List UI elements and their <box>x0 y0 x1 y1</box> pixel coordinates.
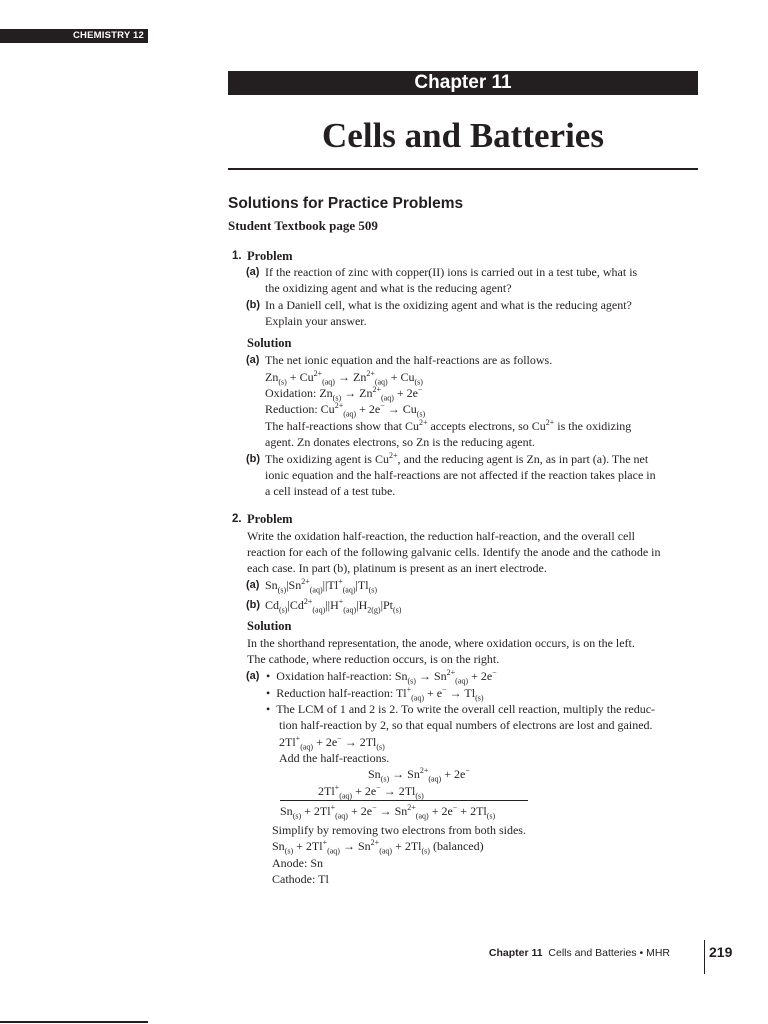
question-text: Explain your answer. <box>265 314 367 328</box>
problem-label: Problem <box>247 512 293 526</box>
equation-sum-line2: $2Tl^+_{(aq)} + 2e^- \to 2Tl_{(s)}$ <box>318 783 424 801</box>
part-label: (a) <box>246 266 260 278</box>
footer-chapter: Chapter 11 <box>488 947 543 959</box>
solution-text: agent. Zn donates electrons, so Zn is the reducing agent. <box>265 435 535 449</box>
solution-text: tion half-reaction by 2, so that equal numbers of electrons are lost and gained. <box>279 718 653 732</box>
solution-text: The oxidizing agent is $Cu^{2+}$, and the reducing agent is Zn, as in part (a). The net <box>265 451 649 466</box>
anode-text: Anode: Sn <box>272 856 323 870</box>
cathode-text: Cathode: Tl <box>272 872 329 886</box>
sum-divider <box>280 800 528 801</box>
footer-divider <box>704 940 705 974</box>
course-header-bar <box>0 29 148 43</box>
problem-label: Problem <box>247 249 293 263</box>
cell-notation: $Cd_{(s)}|Cd^{2+}_{(aq)}||H^+_{(aq)}|H_{2(g)}|Pt_{(s)}$ <box>265 597 402 615</box>
page-footer <box>489 946 670 960</box>
page-number: 219 <box>709 944 733 960</box>
part-label: (b) <box>246 453 261 465</box>
equation-balanced: $Sn_{(s)} + 2Tl^+_{(aq)} \to Sn^{2+}_{(aq)} + 2Tl_{(s)}$ (balanced) <box>272 838 484 856</box>
part-label: (a) <box>246 670 260 682</box>
title-divider <box>228 168 698 170</box>
question-text: the oxidizing agent and what is the reducing agent? <box>265 281 512 295</box>
page-title: Cells and Batteries <box>322 116 604 155</box>
solution-text: Add the half-reactions. <box>279 751 390 765</box>
solution-text: ionic equation and the half-reactions are not affected if the reaction takes place in <box>265 468 656 482</box>
course-label: CHEMISTRY 12 <box>72 30 144 41</box>
solution-label: Solution <box>247 619 292 633</box>
equation-doubled-reduction: $2Tl^+_{(aq)} + 2e^- \to 2Tl_{(s)}$ <box>279 734 385 752</box>
solution-label: Solution <box>247 336 292 350</box>
problem-text: Write the oxidation half-reaction, the reduction half-reaction, and the overall cell <box>247 529 636 543</box>
chapter-label: Chapter 11 <box>414 72 512 93</box>
equation-sum-result: $Sn_{(s)} + 2Tl^+_{(aq)} + 2e^- \to Sn^{2+}_{(aq)} + 2e^- + 2Tl_{(s)}$ <box>280 803 496 821</box>
question-text: In a Daniell cell, what is the oxidizing agent and what is the reducing agent? <box>265 298 632 312</box>
solution-text: The half-reactions show that $Cu^{2+}$ accepts electrons, so $Cu^{2+}$ is the oxidizing <box>265 418 632 433</box>
question-text: If the reaction of zinc with copper(II) ions is carried out in a test tube, what is <box>265 265 638 279</box>
part-label: (b) <box>246 599 261 611</box>
footer-title: Cells and Batteries <box>548 947 637 959</box>
solution-text: In the shorthand representation, the anode, where oxidation occurs, is on the left. <box>247 636 635 650</box>
chapter-banner <box>228 71 698 95</box>
solution-text: a cell instead of a test tube. <box>265 484 396 498</box>
equation-sum-line1: $Sn_{(s)} \to Sn^{2+}_{(aq)} + 2e^-$ <box>368 766 470 784</box>
bullet-reduction: • Reduction half-reaction: $Tl^+_{(aq)} + e^- \to Tl_{(s)}$ <box>266 685 484 703</box>
solution-text: The cathode, where reduction occurs, is on the right. <box>247 652 500 666</box>
textbook-reference: Student Textbook page 509 <box>228 218 378 233</box>
bullet-lcm: • The LCM of 1 and 2 is 2. To write the overall cell reaction, multiply the reduc- <box>266 702 656 716</box>
equation-oxidation: Oxidation: $Zn_{(s)} \to Zn^{2+}_{(aq)} + 2e^-$ <box>265 385 423 403</box>
bottom-rule <box>0 1021 148 1023</box>
problem-text: each case. In part (b), platinum is present as an inert electrode. <box>247 561 547 575</box>
problem-number: 1. <box>232 250 242 262</box>
footer-publisher: MHR <box>646 947 670 959</box>
part-label: (a) <box>246 354 260 366</box>
part-label: (b) <box>246 299 261 311</box>
solution-text: Simplify by removing two electrons from both sides. <box>272 823 526 837</box>
solution-text: The net ionic equation and the half-reactions are as follows. <box>265 353 553 367</box>
problem-text: reaction for each of the following galvanic cells. Identify the anode and the cathode in <box>247 545 661 559</box>
cell-notation: $Sn_{(s)}|Sn^{2+}_{(aq)}||Tl^+_{(aq)}|Tl_{(s)}$ <box>265 577 378 595</box>
part-label: (a) <box>246 579 260 591</box>
footer-separator: • <box>639 947 644 959</box>
equation-net-ionic: $Zn_{(s)} + Cu^{2+}_{(aq)} \to Zn^{2+}_{(aq)} + Cu_{(s)}$ <box>265 369 423 387</box>
equation-reduction: Reduction: $Cu^{2+}_{(aq)} + 2e^- \to Cu_{(s)}$ <box>265 401 426 419</box>
section-heading: Solutions for Practice Problems <box>228 195 464 212</box>
bullet-oxidation: • Oxidation half-reaction: $Sn_{(s)} \to Sn^{2+}_{(aq)} + 2e^-$ <box>266 668 497 686</box>
problem-number: 2. <box>232 513 242 525</box>
